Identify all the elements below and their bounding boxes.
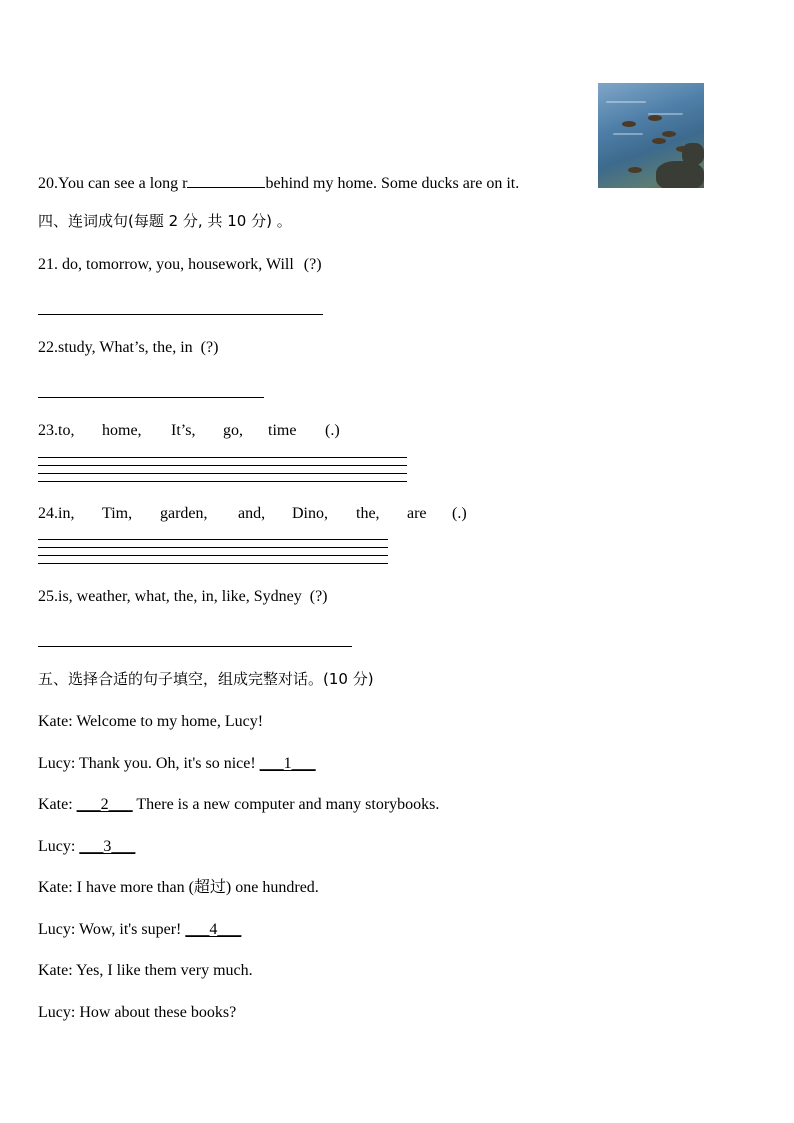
dialogue-line-6 xyxy=(38,920,241,940)
dialogue-line-3 xyxy=(38,795,439,815)
question-20-before: 20.You can see a long r xyxy=(38,175,188,192)
item-24-answer-line-3[interactable] xyxy=(38,555,388,556)
item-24-word-5: Dino, xyxy=(292,505,328,522)
dialogue-line-4-prefix: Lucy: xyxy=(38,838,80,855)
dialogue-line-1-text: Kate: Welcome to my home, Lucy! xyxy=(38,713,264,730)
item-23-answer-line-2[interactable] xyxy=(38,465,407,466)
section-5-title: 五、选择合适的句子填空，组成完整对话。(10 分) xyxy=(38,670,374,688)
item-24-word-4: and, xyxy=(238,505,266,522)
item-23-word-2: home, xyxy=(102,422,142,439)
item-24-answer-line-2[interactable] xyxy=(38,547,388,548)
dialogue-blank-4[interactable]: ___4___ xyxy=(185,921,242,938)
item-23-answer-line-1[interactable] xyxy=(38,457,407,458)
dialogue-line-1 xyxy=(38,712,263,732)
item-24-word-1: 24.in, xyxy=(38,505,75,522)
dialogue-line-7 xyxy=(38,961,253,981)
dialogue-line-2 xyxy=(38,754,316,774)
item-24-punct: (.) xyxy=(452,505,467,522)
item-23-answer-line-3[interactable] xyxy=(38,473,407,474)
item-25-punct: (?) xyxy=(309,588,328,605)
dialogue-line-8-text: Lucy: How about these books? xyxy=(38,1004,237,1021)
item-24-word-2: Tim, xyxy=(102,505,133,522)
item-22 xyxy=(38,338,218,358)
item-23-word-1: 23.to, xyxy=(38,422,75,439)
item-24-word-6: the, xyxy=(356,505,380,522)
item-23-word-3: It’s, xyxy=(171,422,196,439)
dialogue-line-5 xyxy=(38,878,319,898)
item-25 xyxy=(38,587,328,607)
question-20-after: behind my home. Some ducks are on it. xyxy=(265,175,520,192)
dialogue-blank-2[interactable]: ___2___ xyxy=(76,796,133,813)
dialogue-blank-3[interactable]: ___3___ xyxy=(79,838,136,855)
item-24-answer-line-1[interactable] xyxy=(38,539,388,540)
item-23-answer-line-4[interactable] xyxy=(38,481,407,482)
item-25-answer-line[interactable] xyxy=(38,646,352,647)
dialogue-blank-1[interactable]: ___1___ xyxy=(259,755,316,772)
dialogue-line-8 xyxy=(38,1003,236,1023)
dialogue-line-3-prefix: Kate: xyxy=(38,796,77,813)
item-22-words: 22.study, What’s, the, in xyxy=(38,339,193,356)
item-21-words: 21. do, tomorrow, you, housework, Will xyxy=(38,256,294,273)
item-22-answer-line[interactable] xyxy=(38,397,264,398)
item-22-punct: (?) xyxy=(200,339,219,356)
item-21 xyxy=(38,255,322,275)
item-21-punct: (?) xyxy=(303,256,322,273)
item-21-answer-line[interactable] xyxy=(38,314,323,315)
item-24-word-7: are xyxy=(407,505,427,522)
dialogue-line-4 xyxy=(38,837,135,857)
dialogue-line-6-text: Lucy: Wow, it's super! xyxy=(38,921,186,938)
section-4-title: 四、连词成句(每题 2 分, 共 10 分) 。 xyxy=(38,212,292,230)
dialogue-line-5-text: Kate: I have more than (超过) one hundred. xyxy=(38,879,319,896)
ducks-on-river-photo xyxy=(598,83,704,188)
item-23-punct: (.) xyxy=(325,422,340,439)
item-24-answer-line-4[interactable] xyxy=(38,563,388,564)
item-23-word-4: go, xyxy=(223,422,243,439)
dialogue-line-2-text: Lucy: Thank you. Oh, it's so nice! xyxy=(38,755,260,772)
dialogue-line-3-text: There is a new computer and many storybooks. xyxy=(132,796,440,813)
dialogue-line-7-text: Kate: Yes, I like them very much. xyxy=(38,962,253,979)
question-20 xyxy=(38,173,519,194)
item-23-word-5: time xyxy=(268,422,297,439)
item-24-word-3: garden, xyxy=(160,505,208,522)
question-20-blank[interactable] xyxy=(187,173,265,188)
item-25-words: 25.is, weather, what, the, in, like, Sydney xyxy=(38,588,302,605)
